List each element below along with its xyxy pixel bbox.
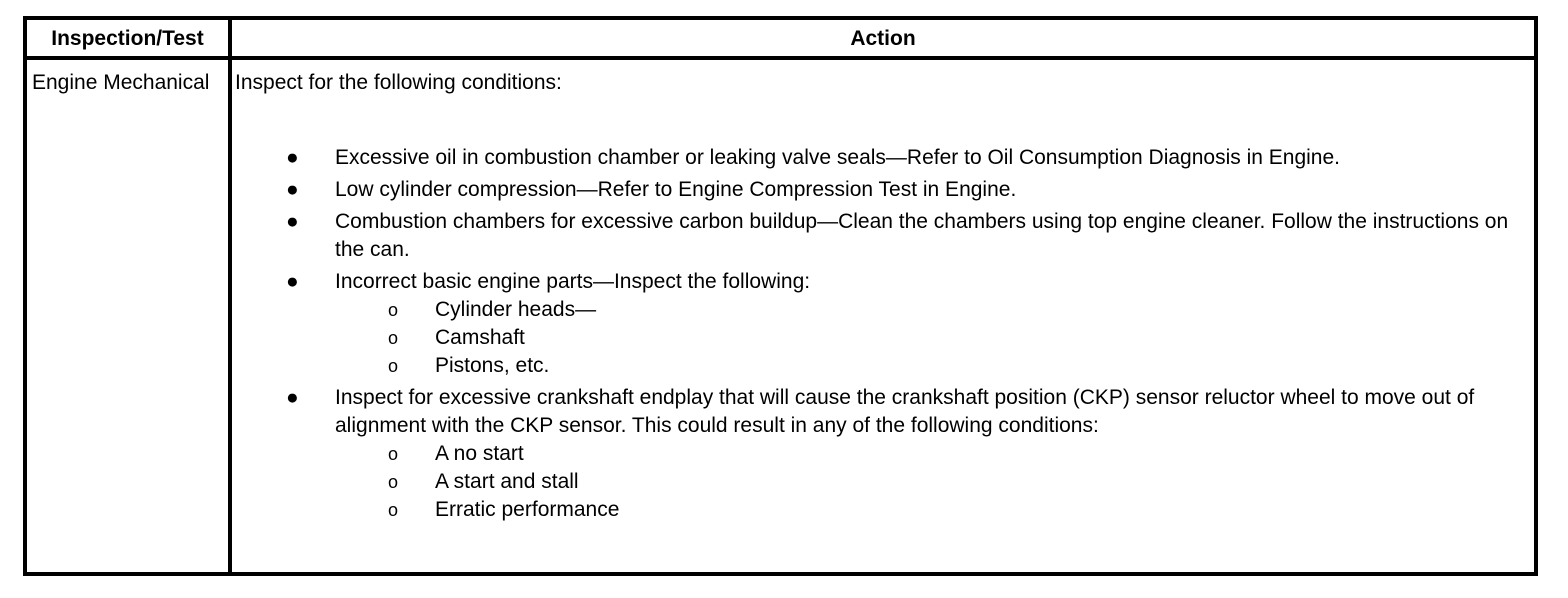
sub-condition-text: Camshaft xyxy=(435,326,525,349)
inspection-cell: Engine Mechanical xyxy=(32,71,210,94)
action-cell xyxy=(235,69,1530,521)
sub-condition-text: A no start xyxy=(435,442,524,465)
sub-condition-text: Pistons, etc. xyxy=(435,354,550,377)
sub-condition-list xyxy=(335,440,1530,524)
action-intro: Inspect for the following conditions: xyxy=(235,71,562,94)
sub-condition-item xyxy=(335,468,1530,496)
circle-bullet-icon: o xyxy=(388,472,399,492)
condition-list xyxy=(235,144,1530,528)
sub-condition-item xyxy=(335,440,1530,468)
diagnosis-table xyxy=(23,16,1538,576)
condition-item xyxy=(235,208,1530,264)
header-inspection-test: Inspection/Test xyxy=(51,27,204,50)
condition-text: Excessive oil in combustion chamber or leaking valve seals—Refer to Oil Consumption Diagnosis in Engine. xyxy=(335,146,1340,169)
sub-condition-item xyxy=(335,352,1530,380)
sub-condition-text: Erratic performance xyxy=(435,498,620,521)
circle-bullet-icon: o xyxy=(388,300,399,320)
column-divider xyxy=(228,20,232,572)
sub-condition-item xyxy=(335,324,1530,352)
condition-item xyxy=(235,176,1530,204)
sub-condition-text: Cylinder heads— xyxy=(435,298,597,321)
bullet-icon: ● xyxy=(286,386,299,409)
condition-text: Inspect for excessive crankshaft endplay that will cause the crankshaft position (CKP) sensor reluctor wheel to move out of alignment with the CKP sensor. This could result in any of the following conditions: xyxy=(335,386,1475,437)
sub-condition-item xyxy=(335,296,1530,324)
bullet-icon: ● xyxy=(286,210,299,233)
circle-bullet-icon: o xyxy=(388,328,399,348)
header-divider xyxy=(27,56,1534,60)
circle-bullet-icon: o xyxy=(388,444,399,464)
condition-item xyxy=(235,268,1530,380)
bullet-icon: ● xyxy=(286,270,299,293)
bullet-icon: ● xyxy=(286,146,299,169)
sub-condition-item xyxy=(335,496,1530,524)
condition-text: Combustion chambers for excessive carbon buildup—Clean the chambers using top engine cleaner. Follow the instructions on the can. xyxy=(335,210,1509,261)
circle-bullet-icon: o xyxy=(388,356,399,376)
condition-text: Incorrect basic engine parts—Inspect the following: xyxy=(335,270,811,293)
circle-bullet-icon: o xyxy=(388,500,399,520)
condition-item xyxy=(235,384,1530,524)
bullet-icon: ● xyxy=(286,178,299,201)
sub-condition-list xyxy=(335,296,1530,380)
condition-text: Low cylinder compression—Refer to Engine Compression Test in Engine. xyxy=(335,178,1017,201)
header-action: Action xyxy=(850,27,916,50)
condition-item xyxy=(235,144,1530,172)
sub-condition-text: A start and stall xyxy=(435,470,579,493)
